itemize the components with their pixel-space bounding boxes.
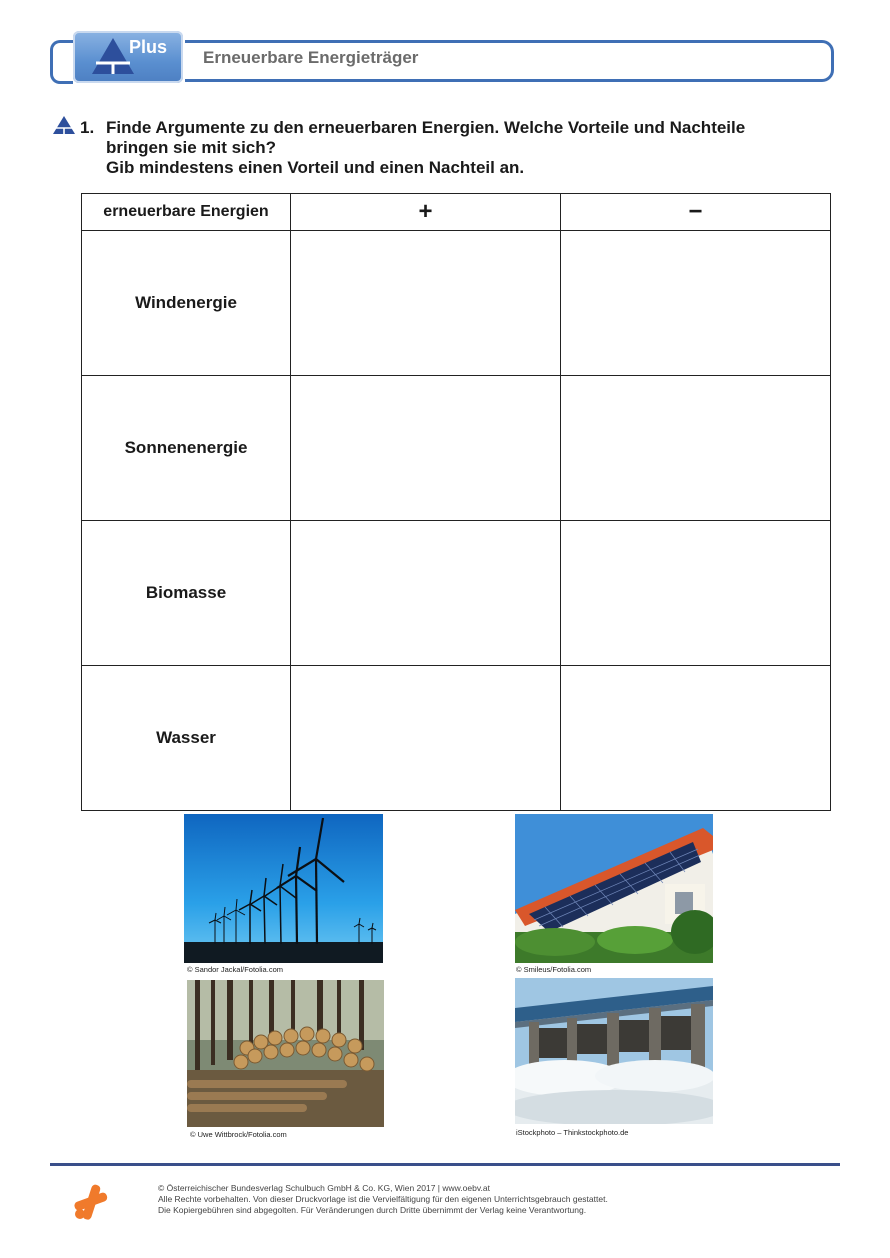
photo-caption: iStockphoto – Thinkstockphoto.de	[516, 1128, 629, 1137]
row-label-biomass: Biomasse	[82, 521, 291, 666]
answer-cell-minus[interactable]	[561, 376, 831, 521]
header-frame-left	[50, 40, 73, 84]
photo-caption: © Uwe Wittbrock/Fotolia.com	[190, 1130, 287, 1139]
column-header-energy: erneuerbare Energien	[82, 194, 291, 231]
hydro-dam-photo	[515, 978, 713, 1124]
solar-roof-photo	[515, 814, 713, 963]
footer-copyright	[158, 1183, 608, 1216]
answer-cell-plus[interactable]	[291, 376, 561, 521]
timber-logs-photo	[187, 980, 384, 1127]
answer-cell-plus[interactable]	[291, 231, 561, 376]
table-header-row	[82, 194, 831, 231]
logo-label: Plus	[129, 37, 168, 57]
energy-table	[81, 193, 831, 811]
photo-caption: © Sandor Jackal/Fotolia.com	[187, 965, 283, 974]
task-line: bringen sie mit sich?	[106, 138, 277, 157]
footer-line: Die Kopiergebühren sind abgegolten. Für Veränderungen durch Dritte übernimmt der Verlag keine Verantwortung.	[158, 1205, 587, 1215]
table-row	[82, 376, 831, 521]
wind-turbines-photo	[184, 814, 383, 963]
table-row	[82, 666, 831, 811]
task-instructions	[106, 118, 806, 178]
footer-line: © Österreichischer Bundesverlag Schulbuch GmbH & Co. KG, Wien 2017 | www.oebv.at	[158, 1183, 490, 1193]
task-number: 1.	[80, 118, 95, 137]
row-label-wind: Windenergie	[82, 231, 291, 376]
task-line: Gib mindestens einen Vorteil und einen Nachteil an.	[106, 158, 525, 177]
footer-line: Alle Rechte vorbehalten. Von dieser Druckvorlage ist die Vervielfältigung für den eigenen Unterrichtsgebrauch gestattet.	[158, 1194, 608, 1204]
footer-divider	[50, 1163, 840, 1166]
column-header-disadvantages: −	[561, 194, 831, 231]
task-line: Finde Argumente zu den erneuerbaren Energien. Welche Vorteile und Nachteile	[106, 118, 746, 137]
column-header-advantages: +	[291, 194, 561, 231]
answer-cell-plus[interactable]	[291, 521, 561, 666]
row-label-solar: Sonnenenergie	[82, 376, 291, 521]
photo-caption: © Smileus/Fotolia.com	[516, 965, 592, 974]
answer-cell-plus[interactable]	[291, 666, 561, 811]
answer-cell-minus[interactable]	[561, 231, 831, 376]
answer-cell-minus[interactable]	[561, 521, 831, 666]
worksheet-title: Erneuerbare Energieträger	[203, 48, 419, 67]
row-label-water: Wasser	[82, 666, 291, 811]
answer-cell-minus[interactable]	[561, 666, 831, 811]
publisher-logo-icon	[72, 1182, 110, 1222]
triangle-level-icon	[53, 116, 75, 134]
plus-logo	[73, 31, 183, 83]
table-row	[82, 521, 831, 666]
table-row	[82, 231, 831, 376]
